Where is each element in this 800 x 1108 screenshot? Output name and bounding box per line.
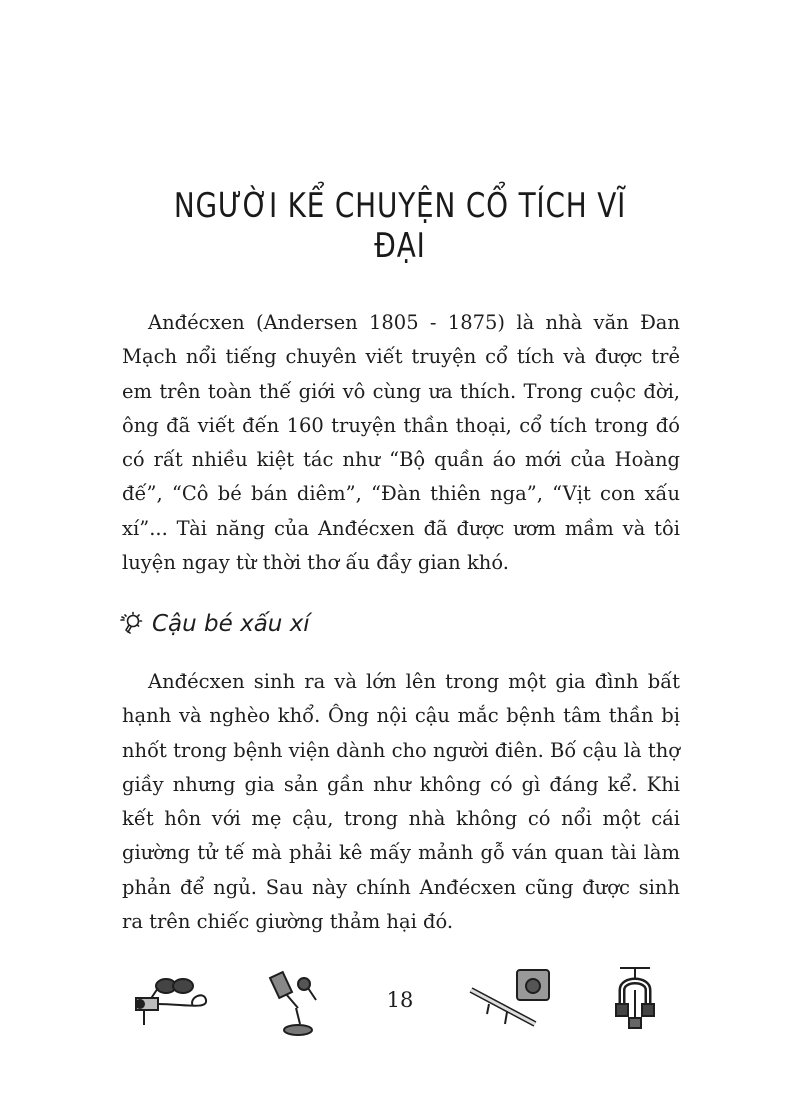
microscope-icon: [268, 966, 328, 1040]
lightbulb-icon: [118, 611, 144, 637]
section-heading: [118, 604, 310, 644]
intro-paragraph: Anđécxen (Andersen 1805 - 1875) là nhà văn Đan Mạch nổi tiếng chuyên viết truyện cổ tích và được trẻ em trên toàn thế giới vô cùng ưa thích. Trong cuộc đời, ông đã viết đến 160 truyện thần thoại, cổ tích trong đó có rất nhiều kiệt tác như “Bộ quần áo mới của Hoàng đế”, “Cô bé bán diêm”, “Đàn thiên nga”, “Vịt con xấu xí”... Tài năng của Anđécxen đã được ươm mầm và tôi luyện ngay từ thời thơ ấu đầy gian khó.: [122, 311, 680, 575]
electromagnet-icon: [610, 964, 660, 1036]
telescope-instrument-icon: [465, 964, 565, 1038]
section-title: Cậu bé xấu xí: [152, 611, 310, 637]
page-title: NGƯỜI KỂ CHUYỆN CỔ TÍCH VĨ ĐẠI: [173, 186, 627, 266]
page-number: 18: [386, 988, 414, 1012]
blood-pressure-gauge-icon: [128, 970, 218, 1040]
body-paragraph: Anđécxen sinh ra và lớn lên trong một gia đình bất hạnh và nghèo khổ. Ông nội cậu mắc bệnh tâm thần bị nhốt trong bệnh viện dành cho người điên. Bố cậu là thợ giầy nhưng gia sản gần như không có gì đáng kể. Khi kết hôn với mẹ cậu, trong nhà không có nổi một cái giường tử tế mà phải kê mấy mảnh gỗ ván quan tài làm phản để ngủ. Sau này chính Anđécxen cũng được sinh ra trên chiếc giường thảm hại đó.: [122, 670, 680, 934]
